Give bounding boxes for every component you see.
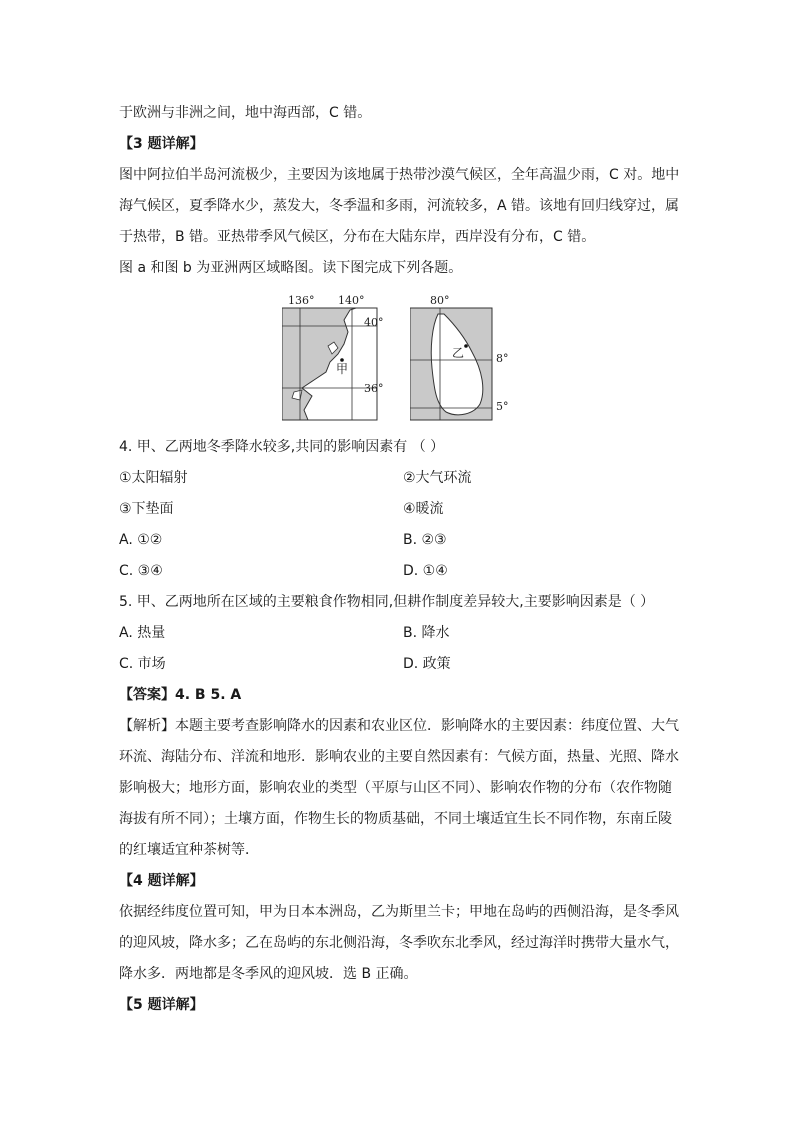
q5-choice-b: B. 降水 (403, 625, 450, 641)
analysis-line-4: 海拔有所不同）；土壤方面，作物生长的物质基础，不同土壤适宜生长不同作物，东南丘陵 (119, 811, 672, 827)
question-5: 5. 甲、乙两地所在区域的主要粮食作物相同,但耕作制度差异较大,主要影响因素是（ ） (119, 594, 655, 610)
map-b (410, 294, 509, 426)
q4-choice-b: B. ②③ (403, 532, 447, 548)
line-1: 于欧洲与非洲之间，地中海西部，C 错。 (119, 105, 372, 121)
map-a-graphic (282, 296, 402, 422)
answer-line: 【答案】4. B 5. A (119, 687, 242, 703)
q4-choice-d: D. ①④ (403, 563, 448, 579)
map-b-lon-80: 80° (430, 294, 450, 307)
detail-4-line-1: 依据经纬度位置可知，甲为日本本洲岛，乙为斯里兰卡；甲地在岛屿的西侧沿海，是冬季风 (119, 904, 679, 920)
section-heading-5: 【5 题详解】 (119, 997, 204, 1013)
map-a-lat-36: 36° (364, 382, 384, 395)
q4-option-4: ④暖流 (403, 501, 444, 517)
q4-choice-c: C. ③④ (119, 563, 163, 579)
map-b-place-yi: 乙 (452, 346, 465, 360)
q4-choice-a: A. ①② (119, 532, 163, 548)
line-5: 于热带，B 错。亚热带季风气候区，分布在大陆东岸，西岸没有分布，C 错。 (119, 229, 596, 245)
question-4: 4. 甲、乙两地冬季降水较多,共同的影响因素有 （ ） (119, 439, 445, 455)
analysis-line-2: 环流、海陆分布、洋流和地形．影响农业的主要自然因素有：气候方面，热量、光照、降水 (119, 749, 679, 765)
figure-intro: 图 a 和图 b 为亚洲两区域略图。读下图完成下列各题。 (119, 260, 463, 276)
analysis-line-5: 的红壤适宜种茶树等． (119, 842, 259, 858)
section-heading-3: 【3 题详解】 (119, 136, 204, 152)
detail-4-line-3: 降水多．两地都是冬季风的迎风坡．选 B 正确。 (119, 966, 418, 982)
map-a-lon-140: 140° (338, 294, 365, 307)
q4-option-3: ③下垫面 (119, 501, 174, 517)
q4-option-1: ①太阳辐射 (119, 470, 188, 486)
map-a (282, 296, 402, 426)
detail-4-line-2: 的迎风坡，降水多；乙在岛屿的东北侧沿海，冬季吹东北季风，经过海洋时携带大量水气， (119, 935, 679, 951)
map-a-lat-40: 40° (364, 316, 384, 329)
q4-option-2: ②大气环流 (403, 470, 472, 486)
q5-choice-c: C. 市场 (119, 656, 166, 672)
line-3: 图中阿拉伯半岛河流极少，主要因为该地属于热带沙漠气候区，全年高温少雨，C 对。地中 (119, 167, 680, 183)
map-a-lon-136: 136° (288, 294, 315, 307)
analysis-line-1: 【解析】本题主要考查影响降水的因素和农业区位．影响降水的主要因素：纬度位置、大气 (119, 718, 679, 734)
map-b-lat-8: 8° (496, 352, 509, 365)
map-b-lat-5: 5° (496, 400, 509, 413)
map-a-place-jia: 甲 (336, 362, 349, 376)
section-heading-4: 【4 题详解】 (119, 873, 204, 889)
analysis-line-3: 影响极大；地形方面，影响农业的类型（平原与山区不同）、影响农作物的分布（农作物随 (119, 780, 672, 796)
q5-choice-a: A. 热量 (119, 625, 166, 641)
q5-choice-d: D. 政策 (403, 656, 451, 672)
line-4: 海气候区，夏季降水少，蒸发大，冬季温和多雨，河流较多，A 错。该地有回归线穿过，属 (119, 198, 680, 214)
